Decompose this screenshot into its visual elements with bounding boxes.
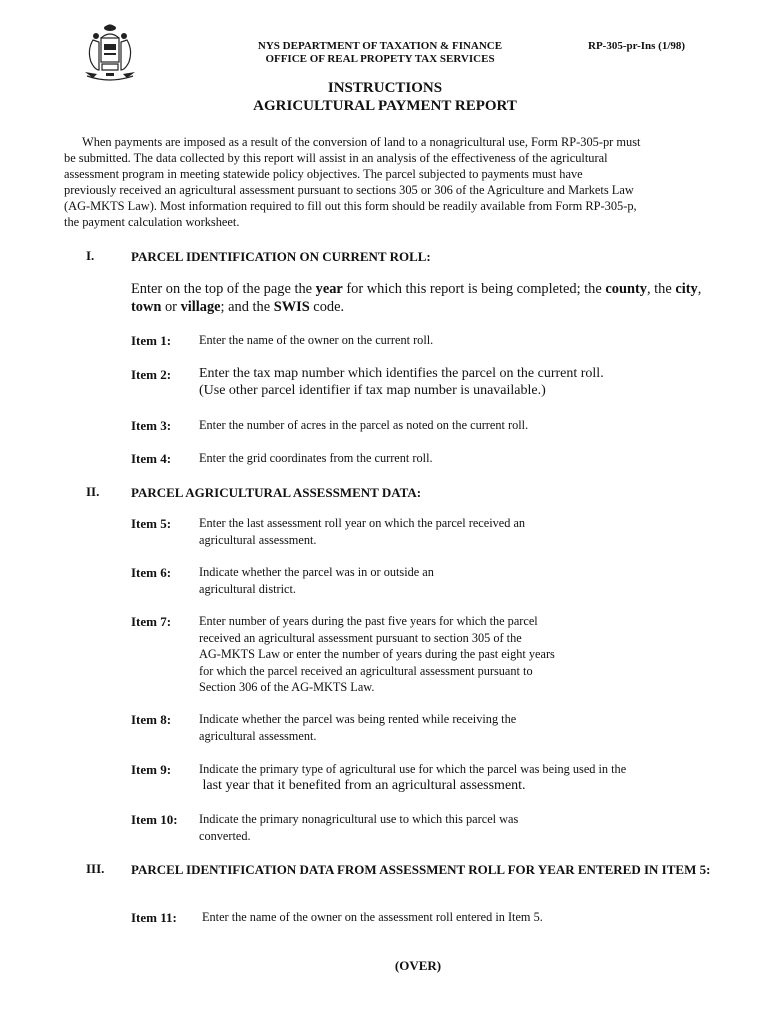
item-label: Item 7:: [131, 614, 172, 629]
state-seal-logo: [79, 18, 141, 84]
intro-paragraph: [64, 134, 714, 231]
intro-line: previously received an agricultural assessment pursuant to sections 305 or 306 of the Agriculture and Markets Law: [64, 183, 634, 198]
item-text: Enter the tax map number which identifies the parcel on the current roll. (Use other parcel identifier if tax map number is unavailable.): [199, 366, 604, 398]
department-header: [230, 40, 530, 66]
item-label: Item 8:: [131, 712, 172, 727]
item-text: Enter the grid coordinates from the current roll.: [199, 451, 433, 465]
item-label: Item 9:: [131, 762, 172, 777]
intro-line: (AG-MKTS Law). Most information required to fill out this form should be readily available from Form RP-305-p,: [64, 199, 637, 214]
document-subtitle: AGRICULTURAL PAYMENT REPORT: [253, 98, 517, 114]
item-label: Item 1:: [131, 333, 172, 348]
item-text: Indicate the primary nonagricultural use to which this parcel was converted.: [199, 812, 519, 843]
item-label: Item 10:: [131, 812, 178, 827]
section-number: II.: [86, 484, 100, 499]
item-text: Enter number of years during the past five years for which the parcel received an agricultural assessment pursuant to section 305 of the AG-MKTS Law or enter the number of years during the past eight years for which the parcel received an agricultural assessment pursuant to Section 306 of the AG-MKTS Law.: [199, 614, 555, 694]
intro-line: the payment calculation worksheet.: [64, 215, 240, 230]
intro-line: When payments are imposed as a result of the conversion of land to a nonagricultural use, Form RP-305-pr must: [82, 135, 641, 149]
item-label: Item 3:: [131, 418, 172, 433]
item-label: Item 5:: [131, 516, 172, 531]
document-title: INSTRUCTIONS: [327, 80, 443, 96]
intro-line: be submitted. The data collected by this report will assist in an analysis of the effectiveness of the agricultural: [64, 151, 608, 166]
department-name: NYS DEPARTMENT OF TAXATION & FINANCE: [257, 40, 503, 52]
item-label: Item 4:: [131, 451, 172, 466]
section-title: PARCEL IDENTIFICATION DATA FROM ASSESSMENT ROLL FOR YEAR ENTERED IN ITEM 5:: [131, 862, 711, 877]
item-text: Enter the name of the owner on the current roll.: [199, 333, 434, 347]
intro-line: assessment program in meeting statewide policy objectives. The parcel subjected to payments must have: [64, 167, 583, 182]
item-label: Item 2:: [131, 367, 172, 382]
item-text: Enter the name of the owner on the assessment roll entered in Item 5.: [202, 910, 543, 924]
item-text: Enter the last assessment roll year on which the parcel received an agricultural assessment.: [199, 516, 526, 547]
section-lead-paragraph: Enter on the top of the page the year for which this report is being completed; the county, the city, town or village; and the SWIS code.: [131, 281, 702, 315]
item-text: Indicate the primary type of agricultural use for which the parcel was being used in the last year that it benefited from an agricultural assessment.: [199, 762, 627, 793]
section-number: III.: [86, 861, 105, 876]
section-title: PARCEL AGRICULTURAL ASSESSMENT DATA:: [131, 485, 422, 500]
office-name: OFFICE OF REAL PROPETY TAX SERVICES: [265, 53, 495, 65]
item-text: Indicate whether the parcel was in or outside an agricultural district.: [199, 565, 434, 596]
item-label: Item 6:: [131, 565, 172, 580]
section-title: PARCEL IDENTIFICATION ON CURRENT ROLL:: [131, 249, 431, 264]
item-text: Enter the number of acres in the parcel as noted on the current roll.: [199, 418, 529, 432]
item-label: Item 11:: [131, 910, 177, 925]
form-number: RP-305-pr-Ins (1/98): [588, 40, 686, 52]
section-number: I.: [86, 248, 95, 263]
item-text: Indicate whether the parcel was being rented while receiving the agricultural assessment.: [199, 712, 517, 743]
over-indicator: (OVER): [394, 958, 442, 973]
